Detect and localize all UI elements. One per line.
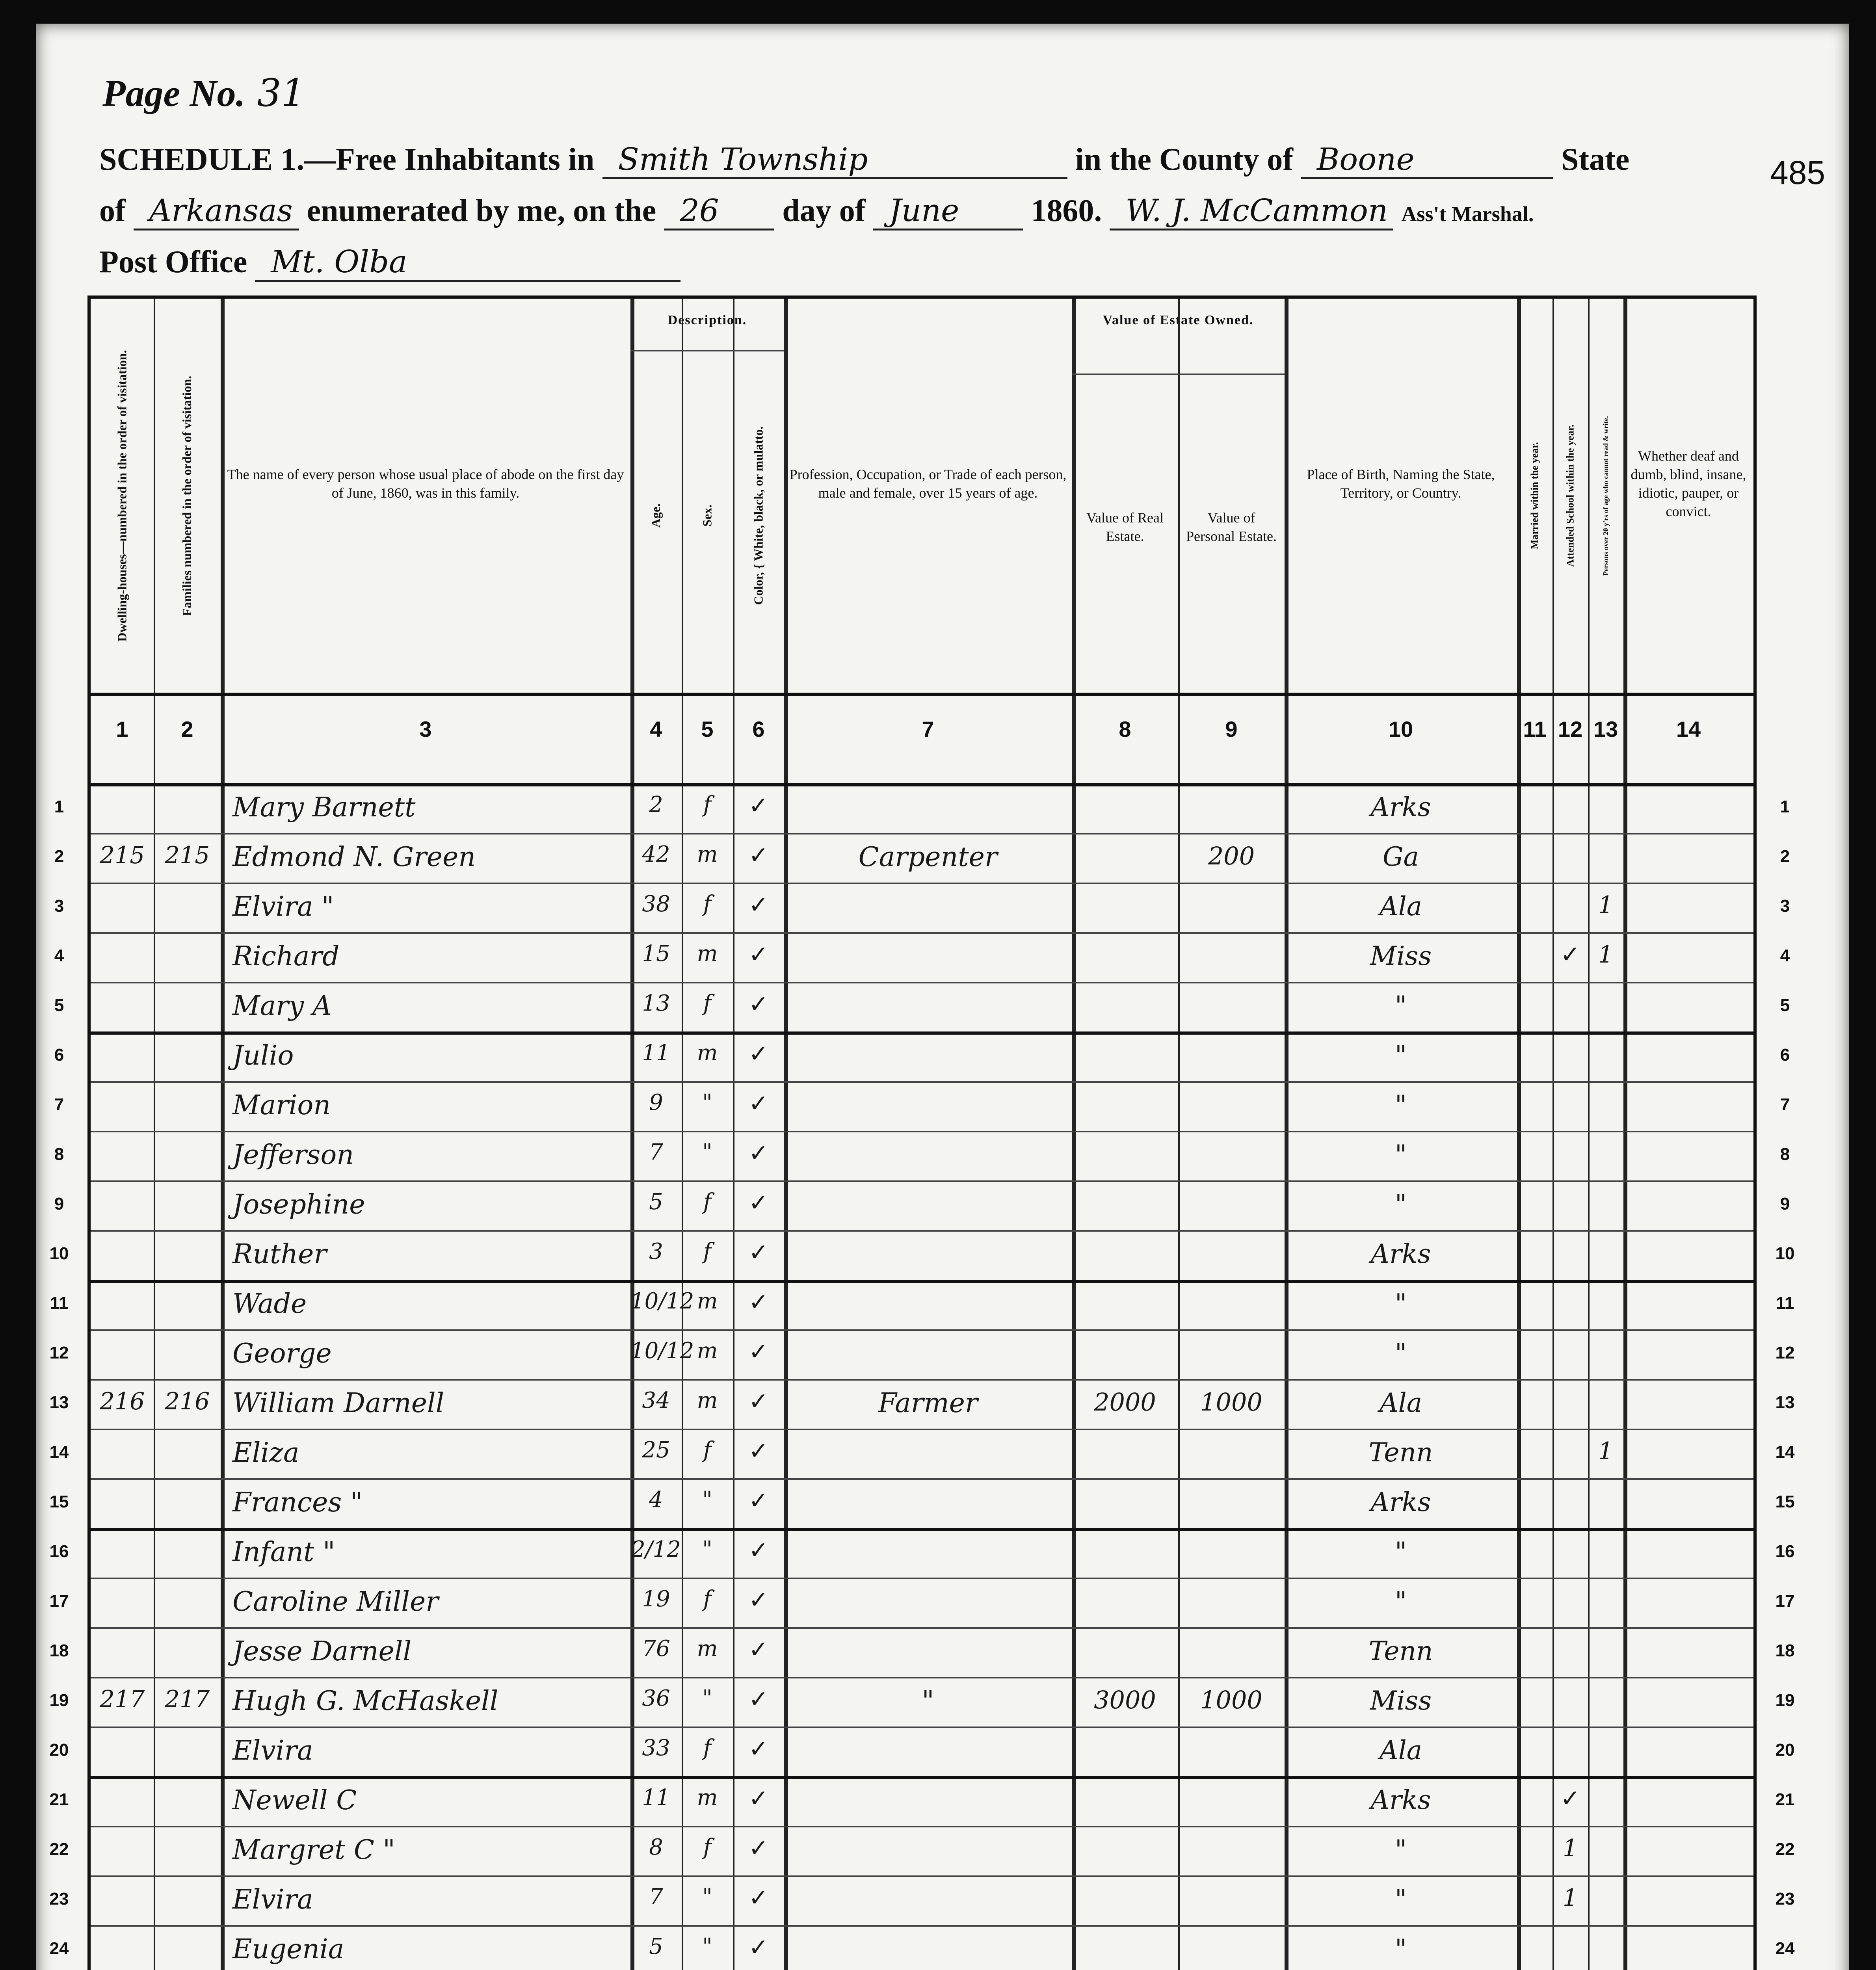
cell-name: Jesse Darnell — [232, 1636, 412, 1667]
row-rule — [91, 833, 1753, 834]
day-of-label: day of — [782, 193, 866, 228]
column-number: 1 — [116, 717, 128, 742]
row-rule — [91, 1727, 1753, 1728]
column-rule — [1072, 299, 1076, 1970]
cell-sex: m — [697, 1288, 718, 1314]
line-number: 19 — [49, 1691, 69, 1710]
column-number: 3 — [419, 717, 432, 742]
post-office-field: Mt. Olba — [255, 244, 680, 282]
header-line-1 — [99, 142, 1629, 179]
col-2-header: Families numbered in the order of visitation. — [180, 375, 194, 616]
cell-sex: m — [697, 1040, 718, 1066]
page-number-value: 31 — [257, 71, 305, 115]
cell-name: Elvira — [232, 1884, 313, 1915]
cell-color: ✓ — [748, 792, 769, 820]
row-rule — [91, 1578, 1753, 1579]
cell-fam: 216 — [164, 1388, 210, 1415]
line-number: 19 — [1775, 1691, 1795, 1710]
line-number: 6 — [1780, 1045, 1790, 1065]
cell-color: ✓ — [748, 1785, 769, 1812]
census-table — [49, 296, 1795, 1970]
row-rule — [91, 1081, 1753, 1083]
cell-name: Richard — [232, 941, 340, 972]
row-rule — [91, 1379, 1753, 1381]
cell-birth: Ga — [1382, 842, 1419, 872]
enumerated-label: enumerated by me, on the — [307, 193, 656, 228]
column-number: 12 — [1558, 717, 1583, 742]
line-number: 24 — [1775, 1939, 1795, 1958]
column-rule — [1517, 299, 1521, 1970]
column-rule — [221, 299, 225, 1970]
cell-age: 25 — [642, 1437, 670, 1463]
cell-color: ✓ — [748, 1586, 769, 1614]
cell-name: Julio — [232, 1040, 294, 1071]
line-number: 4 — [1780, 946, 1790, 965]
cell-color: ✓ — [748, 1139, 769, 1167]
cell-occ: Farmer — [878, 1388, 978, 1419]
schedule-label: SCHEDULE 1.—Free Inhabitants in — [99, 142, 595, 177]
row-rule — [91, 1230, 1753, 1232]
col-5-header: Sex. — [700, 504, 714, 526]
cell-sch: 1 — [1562, 1884, 1578, 1912]
cell-color: ✓ — [748, 1090, 769, 1117]
cell-sch: ✓ — [1560, 1785, 1580, 1812]
cell-age: 42 — [642, 842, 670, 867]
column-number: 10 — [1388, 717, 1413, 742]
col-9-header: Value of Personal Estate. — [1186, 510, 1277, 544]
cell-birth: Tenn — [1368, 1636, 1433, 1666]
county-label: in the County of — [1075, 142, 1293, 177]
line-number: 2 — [54, 847, 64, 866]
row-rule — [91, 982, 1753, 983]
row-rule — [91, 932, 1753, 934]
column-number: 4 — [650, 717, 662, 742]
line-number: 14 — [49, 1442, 69, 1462]
cell-age: 9 — [649, 1090, 663, 1115]
cell-sch: ✓ — [1560, 941, 1580, 968]
township-field: Smith Township — [602, 142, 1067, 179]
cell-color: ✓ — [748, 1636, 769, 1663]
header-rule — [91, 693, 1753, 696]
cell-age: 5 — [649, 1934, 663, 1959]
cell-age: 19 — [642, 1586, 670, 1612]
cell-dw: 216 — [99, 1388, 145, 1415]
cell-sex: " — [702, 1090, 712, 1115]
line-number: 10 — [1775, 1244, 1795, 1263]
cell-sex: " — [702, 1934, 712, 1959]
stamp-number: 485 — [1770, 154, 1826, 191]
column-rule — [784, 299, 788, 1970]
description-header: Description. — [667, 313, 747, 327]
cell-sex: f — [703, 1735, 712, 1761]
line-number: 9 — [1780, 1194, 1790, 1214]
cell-age: 11 — [642, 1785, 670, 1810]
line-number: 9 — [54, 1194, 64, 1214]
line-number: 4 — [54, 946, 64, 965]
state-field: Arkansas — [134, 193, 299, 230]
cell-dw: 215 — [99, 842, 145, 869]
cell-birth: Arks — [1370, 792, 1431, 822]
cell-birth: Arks — [1370, 1487, 1431, 1517]
cell-color: ✓ — [748, 1537, 769, 1564]
cell-birth: Arks — [1370, 1239, 1431, 1269]
column-number: 8 — [1119, 717, 1131, 742]
cell-birth: " — [1394, 1139, 1407, 1170]
cell-name: Elvira " — [232, 891, 334, 922]
day-field: 26 — [664, 193, 774, 230]
col-11-header: Married within the year. — [1529, 442, 1540, 549]
cell-sex: " — [702, 1139, 712, 1165]
cell-color: ✓ — [748, 1934, 769, 1961]
cell-color: ✓ — [748, 1487, 769, 1515]
cell-sex: f — [703, 1586, 712, 1612]
cell-color: ✓ — [748, 1686, 769, 1713]
cell-name: Infant " — [232, 1537, 335, 1568]
cell-name: Mary Barnett — [232, 792, 416, 823]
cell-name: Caroline Miller — [232, 1586, 439, 1617]
col-4-header: Age. — [649, 503, 663, 528]
row-rule — [91, 1677, 1753, 1678]
column-number: 13 — [1593, 717, 1618, 742]
cell-name: Josephine — [232, 1189, 365, 1220]
line-number: 16 — [1775, 1542, 1795, 1561]
cell-color: ✓ — [748, 1338, 769, 1366]
line-number: 18 — [1775, 1641, 1795, 1660]
line-number: 17 — [49, 1591, 69, 1611]
cell-sex: m — [697, 941, 718, 966]
cell-color: ✓ — [748, 1388, 769, 1415]
cell-birth: Ala — [1379, 891, 1422, 922]
cell-sex: " — [702, 1537, 712, 1562]
line-number: 1 — [54, 797, 64, 816]
column-rule — [1623, 299, 1627, 1970]
cell-color: ✓ — [748, 842, 769, 869]
post-office-label: Post Office — [99, 245, 247, 279]
cell-age: 11 — [642, 1040, 670, 1066]
cell-birth: " — [1394, 1537, 1407, 1567]
line-number: 7 — [54, 1095, 64, 1114]
group-rule — [630, 350, 784, 351]
line-number: 12 — [49, 1343, 69, 1362]
cell-birth: Arks — [1370, 1785, 1431, 1815]
cell-name: Mary A — [232, 991, 332, 1022]
cell-sex: f — [703, 1437, 712, 1463]
corner-mark: + — [1668, 59, 1707, 114]
row-rule — [91, 1329, 1753, 1331]
cell-birth: " — [1394, 1834, 1407, 1865]
cell-age: 10/12 — [630, 1288, 694, 1314]
line-number: 13 — [1775, 1393, 1795, 1412]
cell-fam: 217 — [164, 1686, 210, 1713]
cell-sex: m — [697, 1338, 718, 1364]
row-rule — [91, 1528, 1753, 1531]
cell-color: ✓ — [748, 1834, 769, 1862]
cell-name: Margret C " — [232, 1834, 395, 1866]
row-rule — [91, 1925, 1753, 1927]
line-number: 22 — [49, 1840, 69, 1859]
cell-birth: " — [1394, 1934, 1407, 1964]
row-rule — [91, 1875, 1753, 1877]
column-number: 6 — [752, 717, 765, 742]
cell-age: 5 — [649, 1189, 663, 1215]
marshal-label: Ass't Marshal. — [1401, 202, 1534, 226]
cell-pers: 1000 — [1200, 1686, 1262, 1714]
row-rule — [91, 1031, 1753, 1035]
cell-birth: " — [1394, 1288, 1407, 1319]
row-rule — [91, 1627, 1753, 1629]
group-rule — [1072, 374, 1285, 375]
cell-sex: " — [702, 1884, 712, 1910]
line-number: 11 — [50, 1294, 69, 1313]
line-number: 8 — [54, 1145, 64, 1164]
row-rule — [91, 1429, 1753, 1430]
cell-color: ✓ — [748, 1437, 769, 1465]
column-rule — [630, 299, 634, 1970]
page-number-label: Page No. — [102, 72, 245, 114]
cell-birth: " — [1394, 1884, 1407, 1914]
column-rule — [1285, 299, 1288, 1970]
cell-birth: " — [1394, 991, 1407, 1021]
cell-dw: 217 — [99, 1686, 145, 1713]
cell-name: Hugh G. McHaskell — [232, 1686, 498, 1717]
line-number: 15 — [1775, 1492, 1795, 1511]
col-6-header: Color, { White, black, or mulatto. — [751, 426, 766, 605]
cell-sex: f — [703, 891, 712, 917]
cell-read: 1 — [1598, 891, 1614, 919]
cell-birth: " — [1394, 1040, 1407, 1070]
cell-real: 3000 — [1094, 1686, 1156, 1714]
cell-birth: " — [1394, 1586, 1407, 1617]
cell-color: ✓ — [748, 1288, 769, 1316]
month-field: June — [873, 193, 1023, 230]
column-rule — [1178, 299, 1180, 1970]
column-number: 2 — [181, 717, 193, 742]
cell-sex: f — [703, 1239, 712, 1264]
cell-sex: m — [697, 1785, 718, 1810]
cell-name: Jefferson — [232, 1139, 354, 1171]
cell-birth: " — [1394, 1338, 1407, 1368]
cell-age: 7 — [649, 1139, 663, 1165]
row-rule — [91, 883, 1753, 884]
line-number: 6 — [54, 1045, 64, 1065]
cell-age: 33 — [642, 1735, 670, 1761]
line-number: 16 — [49, 1542, 69, 1561]
line-number: 12 — [1775, 1343, 1795, 1362]
cell-sex: " — [702, 1686, 712, 1711]
line-number: 20 — [49, 1740, 69, 1760]
cell-color: ✓ — [748, 1735, 769, 1763]
cell-color: ✓ — [748, 941, 769, 968]
line-number: 18 — [49, 1641, 69, 1660]
cell-color: ✓ — [748, 1189, 769, 1217]
cell-fam: 215 — [164, 842, 210, 869]
col-3-header: The name of every person whose usual place of abode on the first day of June, 1860, was in this family. — [227, 466, 624, 501]
cell-birth: Tenn — [1368, 1437, 1433, 1468]
cell-sex: f — [703, 792, 712, 818]
column-number: 5 — [701, 717, 714, 742]
header-line-2 — [99, 193, 1534, 230]
column-number: 9 — [1225, 717, 1238, 742]
cell-age: 34 — [642, 1388, 670, 1413]
row-rule — [91, 1776, 1753, 1779]
row-rule — [91, 1280, 1753, 1283]
county-field: Boone — [1301, 142, 1553, 179]
line-number: 8 — [1780, 1145, 1790, 1164]
cell-sex: m — [697, 842, 718, 867]
cell-occ: Carpenter — [858, 842, 998, 873]
line-number: 1 — [1780, 797, 1790, 816]
cell-sex: " — [702, 1487, 712, 1513]
census-sheet — [36, 24, 1849, 1970]
row-rule — [91, 1180, 1753, 1182]
cell-name: William Darnell — [232, 1388, 444, 1419]
marshal-field: W. J. McCammon — [1110, 193, 1393, 230]
cell-color: ✓ — [748, 991, 769, 1018]
cell-name: Wade — [232, 1288, 307, 1320]
column-rule — [733, 299, 734, 1970]
cell-age: 3 — [649, 1239, 663, 1264]
cell-name: Elvira — [232, 1735, 313, 1766]
cell-age: 2 — [649, 792, 663, 818]
header-line-3 — [99, 244, 680, 282]
cell-name: Marion — [232, 1090, 331, 1121]
page-number — [102, 71, 305, 115]
line-number: 24 — [49, 1939, 69, 1958]
line-number: 21 — [1775, 1790, 1795, 1809]
line-number: 11 — [1776, 1294, 1794, 1313]
of-label: of — [99, 193, 126, 228]
line-number: 7 — [1780, 1095, 1790, 1114]
cell-age: 8 — [649, 1834, 663, 1860]
cell-read: 1 — [1598, 941, 1614, 968]
year-label: 1860. — [1031, 193, 1102, 228]
row-rule — [91, 1478, 1753, 1480]
cell-age: 15 — [642, 941, 670, 966]
cell-age: 13 — [642, 991, 670, 1016]
cell-age: 7 — [649, 1884, 663, 1910]
state-label: State — [1561, 142, 1630, 177]
column-rule — [682, 299, 683, 1970]
col-10-header: Place of Birth, Naming the State, Territory, or Country. — [1307, 466, 1495, 501]
header-rule — [91, 783, 1753, 786]
column-number: 11 — [1523, 717, 1547, 742]
column-number: 7 — [922, 717, 934, 742]
line-number: 23 — [1775, 1889, 1795, 1909]
line-number: 13 — [49, 1393, 69, 1412]
cell-color: ✓ — [748, 891, 769, 919]
cell-age: 36 — [642, 1686, 670, 1711]
cell-name: Newell C — [232, 1785, 357, 1816]
cell-name: Ruther — [232, 1239, 327, 1270]
line-number: 10 — [49, 1244, 69, 1263]
line-number: 22 — [1775, 1840, 1795, 1859]
cell-color: ✓ — [748, 1884, 769, 1912]
line-number: 5 — [1780, 996, 1790, 1015]
line-number: 17 — [1775, 1591, 1795, 1611]
cell-birth: Miss — [1370, 1686, 1432, 1716]
cell-sex: f — [703, 1834, 712, 1860]
cell-sex: f — [703, 1189, 712, 1215]
line-number: 14 — [1775, 1442, 1795, 1462]
cell-age: 2/12 — [631, 1537, 681, 1562]
cell-name: Frances " — [232, 1487, 363, 1518]
col-7-header: Profession, Occupation, or Trade of each person, male and female, over 15 years of age. — [789, 466, 1067, 501]
column-number: 14 — [1676, 717, 1701, 742]
cell-sex: f — [703, 991, 712, 1016]
row-rule — [91, 1131, 1753, 1132]
cell-name: Edmond N. Green — [232, 842, 476, 873]
line-number: 23 — [49, 1889, 69, 1909]
col-14-header: Whether deaf and dumb, blind, insane, idiotic, pauper, or convict. — [1631, 448, 1746, 519]
line-number: 5 — [54, 996, 64, 1015]
column-rule — [1588, 299, 1590, 1970]
cell-pers: 1000 — [1200, 1388, 1262, 1416]
cell-real: 2000 — [1094, 1388, 1156, 1416]
cell-color: ✓ — [748, 1239, 769, 1266]
cell-birth: " — [1394, 1090, 1407, 1120]
cell-name: Eugenia — [232, 1934, 344, 1965]
column-rule — [1552, 299, 1554, 1970]
line-number: 15 — [49, 1492, 69, 1511]
cell-occ: " — [922, 1686, 934, 1717]
line-number: 3 — [1780, 896, 1790, 916]
cell-birth: Ala — [1379, 1735, 1422, 1766]
cell-birth: Miss — [1370, 941, 1432, 971]
cell-age: 10/12 — [630, 1338, 694, 1364]
cell-age: 4 — [649, 1487, 663, 1513]
column-rule — [154, 299, 155, 1970]
col-13-header: Persons over 20 y'rs of age who cannot read & write. — [1601, 416, 1610, 576]
line-number: 3 — [54, 896, 64, 916]
cell-age: 76 — [642, 1636, 670, 1661]
cell-sch: 1 — [1562, 1834, 1578, 1862]
cell-sex: m — [697, 1388, 718, 1413]
cell-birth: Ala — [1379, 1388, 1422, 1418]
estate-header: Value of Estate Owned. — [1103, 313, 1254, 327]
line-number: 21 — [49, 1790, 69, 1809]
col-12-header: Attended School within the year. — [1564, 424, 1576, 567]
row-rule — [91, 1826, 1753, 1827]
cell-birth: " — [1394, 1189, 1407, 1219]
cell-name: George — [232, 1338, 332, 1369]
col-8-header: Value of Real Estate. — [1086, 510, 1164, 544]
cell-age: 38 — [642, 891, 670, 917]
line-number: 2 — [1780, 847, 1790, 866]
line-number: 20 — [1775, 1740, 1795, 1760]
cell-color: ✓ — [748, 1040, 769, 1068]
cell-read: 1 — [1598, 1437, 1614, 1465]
cell-sex: m — [697, 1636, 718, 1661]
cell-name: Eliza — [232, 1437, 299, 1468]
cell-pers: 200 — [1208, 842, 1255, 870]
col-1-header: Dwelling-houses—numbered in the order of visitation. — [115, 349, 129, 642]
